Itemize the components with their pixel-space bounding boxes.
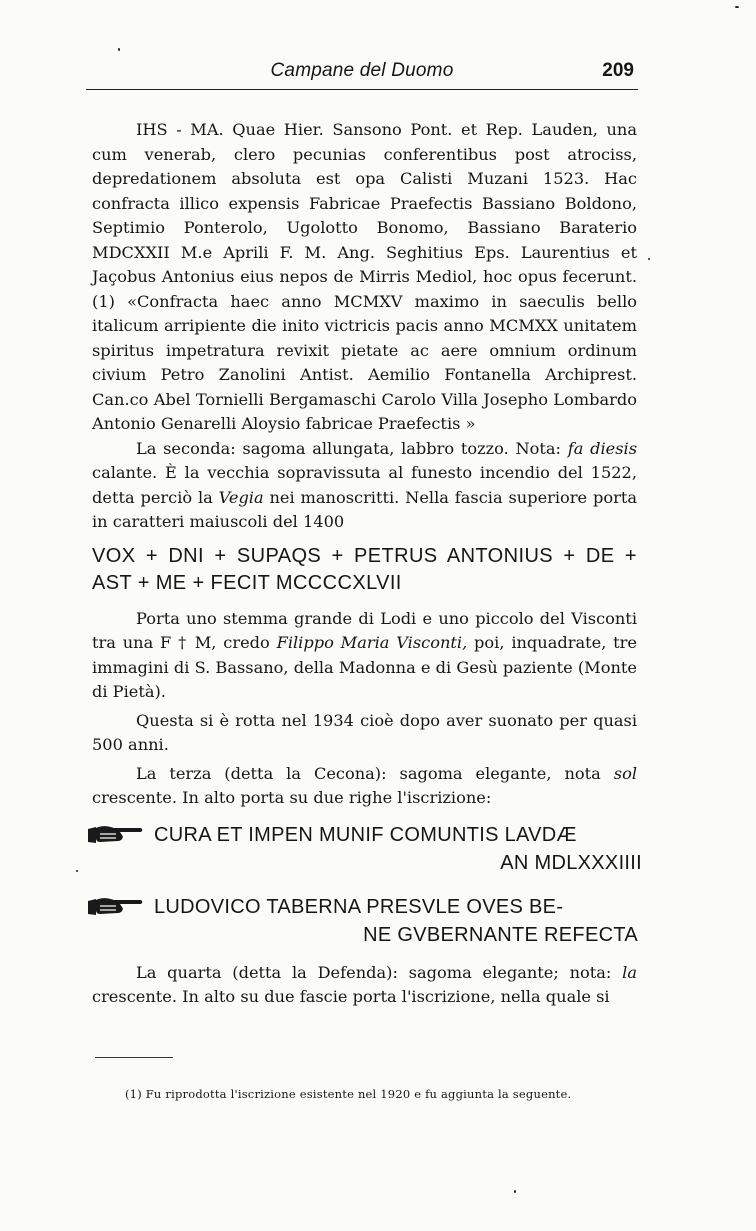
inscription-paragraph-first-bell: IHS - MA. Quae Hier. Sansono Pont. et Rep. Lauden, una cum venerab, clero pecunias conferentibus post atrociss, depredationem absoluta est opa Calisti Muzani 1523. Hac confracta illico expensis Fabricae Praefectis Bassiano Boldono, Septimio Ponterolo, Ugolotto Bonomo, Bassiano Baraterio MDCXXII M.e Aprili F. M. Ang. Seghitius Eps. Laurentius et Jaçobus Antonius eius nepos de Mirris Mediol, hoc opus fecerunt. (1) «Confracta haec anno MCMXV maximo in saeculis bello italicum arripiente die inito victricis pacis anno MCMXX unitatem spiritus impetratura revixit pietate ac aere omnium ordinum civium Petro Zanolini Antist. Aemilio Fontanella Archiprest. Can.co Abel Tornielli Bergamaschi Carolo Villa Josepho Lombardo Antonio Genarelli Aloysio fabricae Praefectis » [92, 120, 637, 433]
scan-speck [735, 6, 739, 8]
page-number: 209 [602, 60, 634, 81]
scan-speck [648, 258, 650, 260]
text-run: crescente. In alto porta su due righe l'iscrizione: [92, 788, 492, 807]
header-rule [86, 89, 638, 90]
running-title: Campane del Duomo [270, 60, 454, 81]
italic-run: sol [613, 763, 637, 783]
inscription-text: AN MDLXXXIIII [500, 851, 642, 874]
inscription-text: CURA ET IMPEN MUNIF COMUNTIS LAVDÆ [154, 823, 577, 846]
pointing-hand-icon [86, 823, 144, 845]
footnote: (1) Fu riprodotta l'iscrizione esistente nel 1920 e fu aggiunta la seguente. [125, 1087, 572, 1101]
paragraph-broken-1934: Questa si è rotta nel 1934 cioè dopo aver suonato per quasi 500 anni. [92, 710, 637, 754]
italic-run: fa diesis [567, 438, 638, 458]
inscription-text: NE GVBERNANTE REFECTA [363, 923, 638, 946]
inscription-line [86, 893, 638, 921]
page-body [92, 118, 642, 1010]
paragraph-third-bell [92, 762, 637, 811]
scan-speck [76, 870, 78, 872]
inscription-third-bell [86, 821, 642, 877]
italic-run: la [622, 962, 637, 982]
italic-run: Vegia [218, 487, 264, 507]
text-run: Porta uno stemma grande di Lodi e uno piccolo del Visconti tra una F † M, credo [92, 608, 637, 652]
footnote-rule [95, 1057, 173, 1058]
italic-run: Filippo Maria Visconti, [276, 633, 468, 652]
paragraph-fourth-bell [92, 961, 637, 1010]
text-run: nei manoscritti. Nella fascia superiore porta in caratteri maiuscoli del 1400 [92, 487, 637, 531]
paragraph-coat-of-arms [92, 607, 637, 705]
text-run: crescente. In alto su due fascie porta l'iscrizione, nella quale si [92, 987, 610, 1006]
paragraph-second-bell [92, 437, 637, 535]
scan-speck [118, 48, 120, 51]
inscription-ludovico [86, 893, 638, 949]
scan-speck [514, 1190, 516, 1193]
text-run: La quarta (detta la Defenda): sagoma elegante; nota: [136, 962, 623, 982]
inscription-second-bell: VOX + DNI + SUPAQS + PETRUS ANTONIUS + DE + AST + ME + FECIT MCCCCXLVII [92, 544, 637, 594]
text-run: poi, inquadrate, tre immagini di S. Bassano, della Madonna e di Gesù paziente (Monte di Pietà). [92, 633, 637, 701]
pointing-hand-icon [86, 895, 144, 917]
page-header [86, 58, 638, 90]
text-run: calante. È la vecchia sopravissuta al funesto incendio del 1522, detta perciò la [92, 463, 637, 507]
inscription-text: LUDOVICO TABERNA PRESVLE OVES BE- [154, 895, 564, 918]
text-run: La terza (detta la Cecona): sagoma elegante, nota [136, 763, 614, 783]
inscription-line [86, 821, 642, 849]
text-run: La seconda: sagoma allungata, labbro tozzo. Nota: [136, 438, 568, 458]
